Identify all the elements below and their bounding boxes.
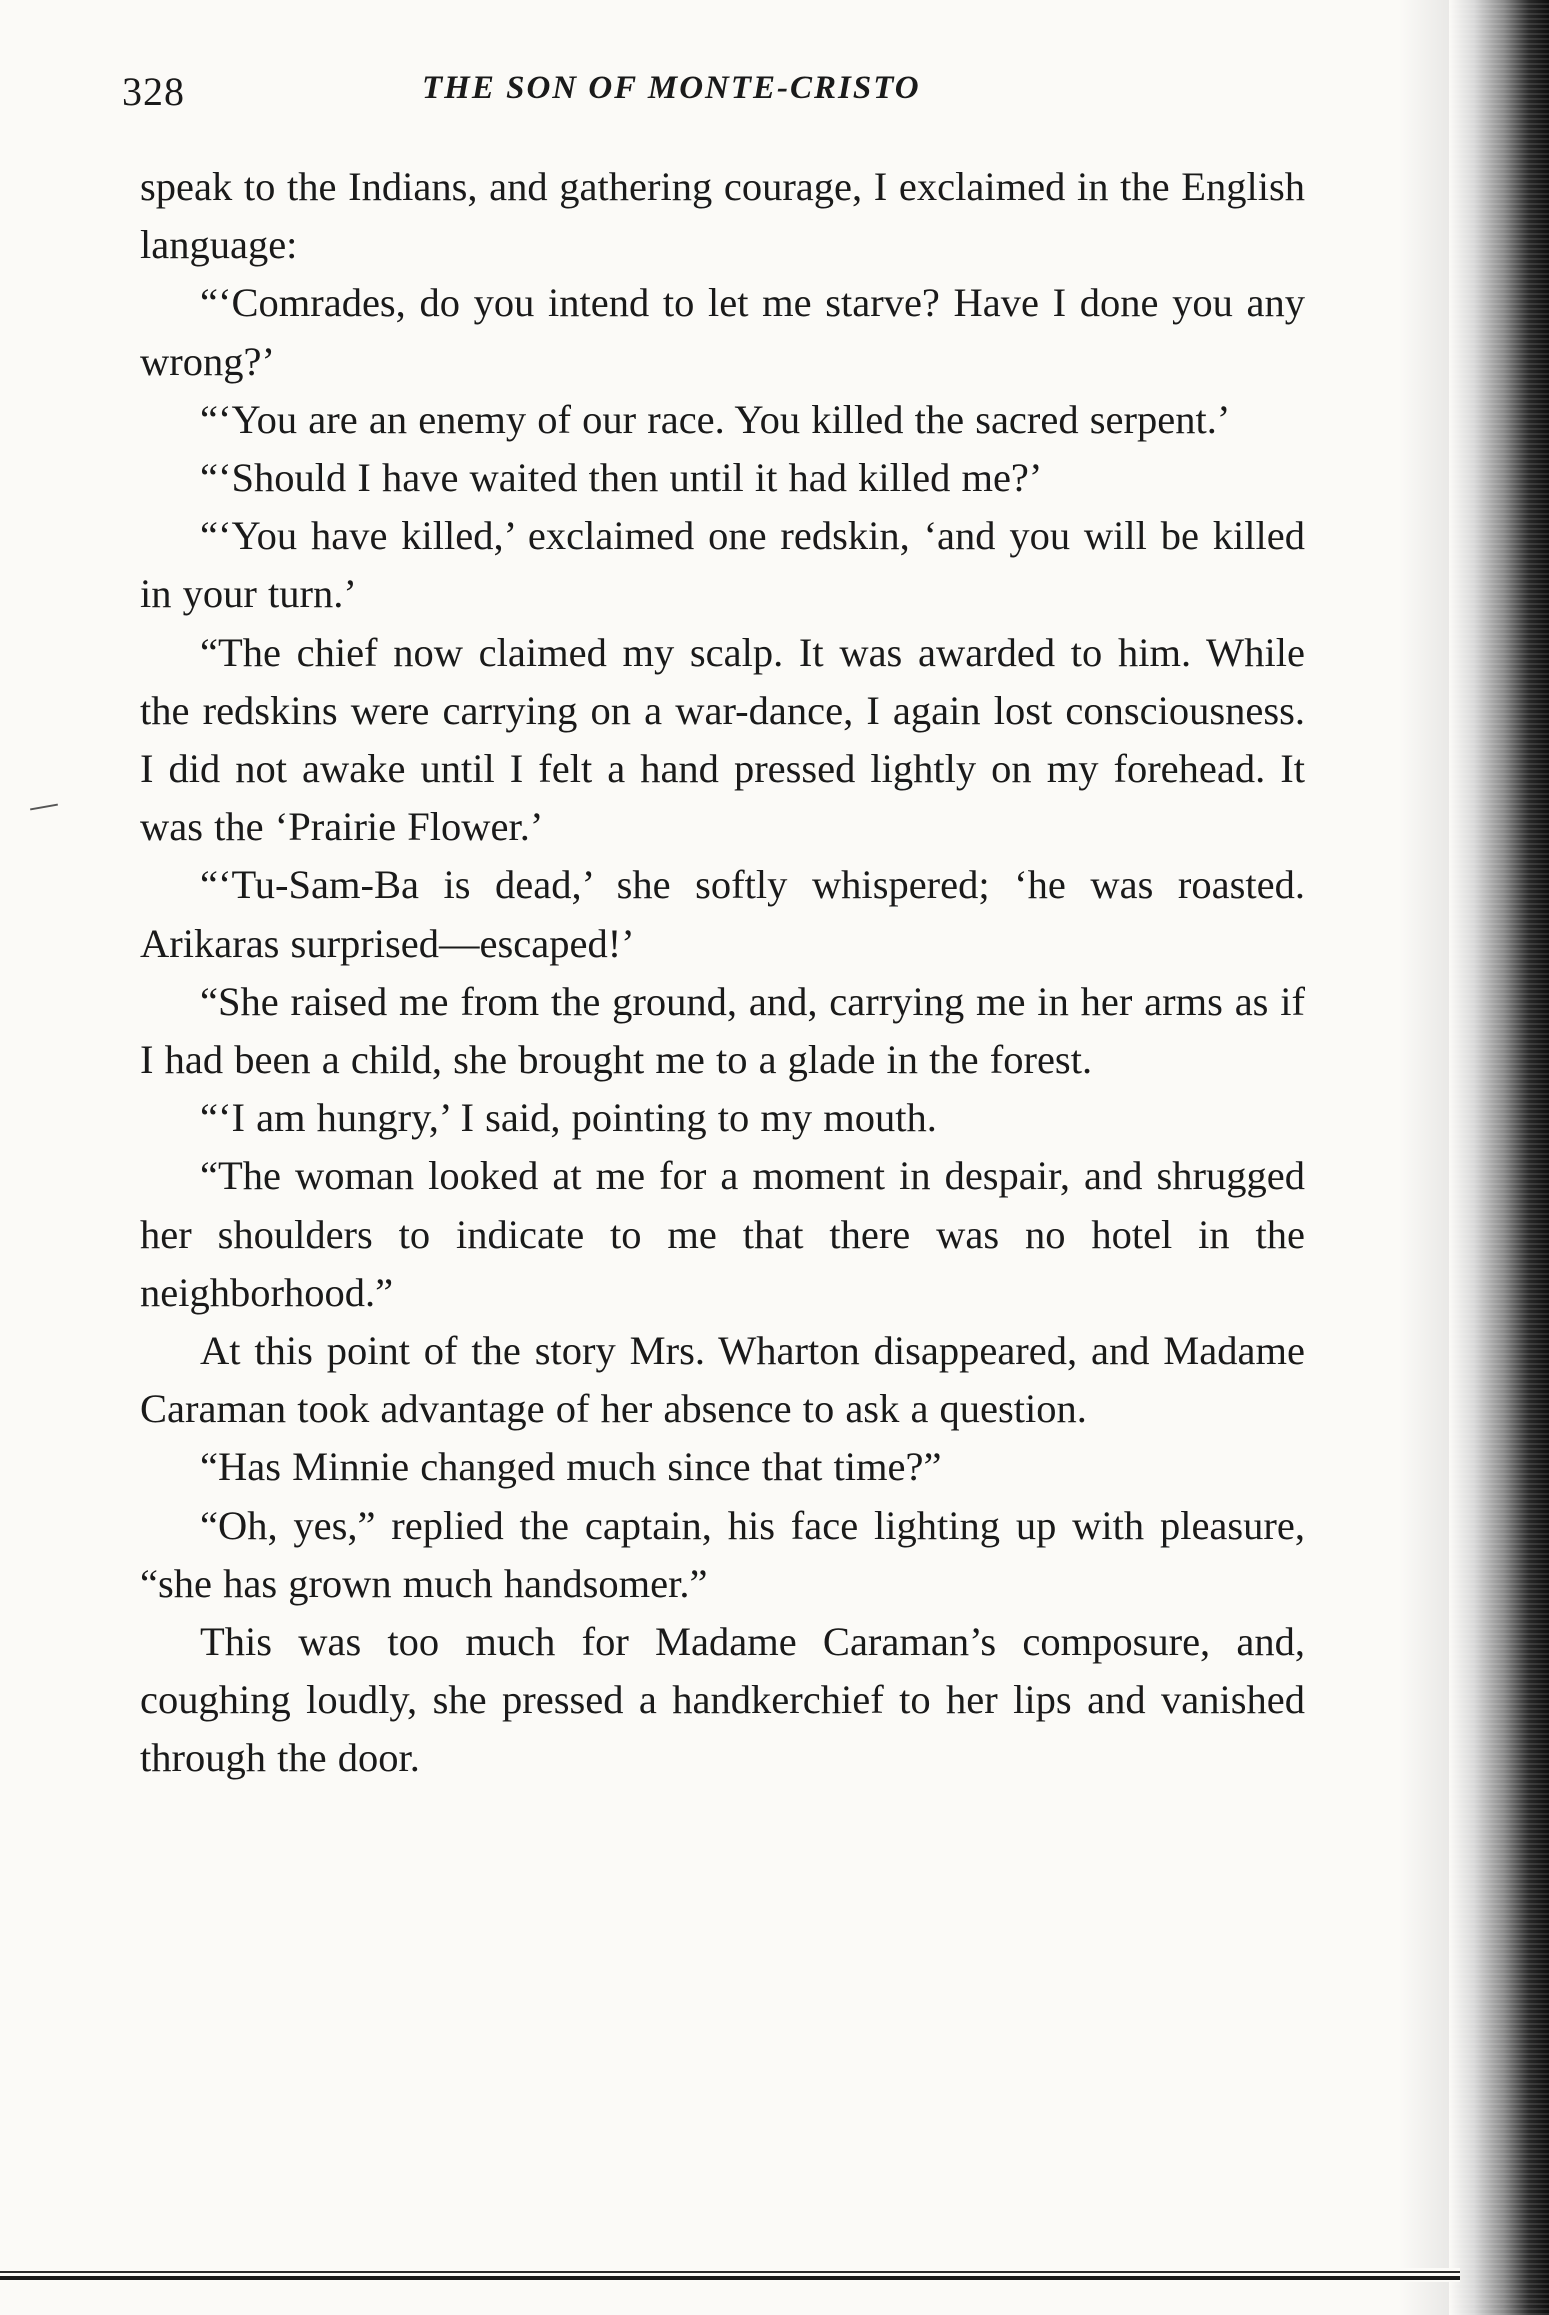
paragraph: This was too much for Madame Caraman’s composure, and, coughing loudly, she pressed a handkerchief to her lips and vanished through the door. [140, 1619, 1305, 1781]
paragraph: “‘I am hungry,’ I said, pointing to my mouth. [200, 1095, 937, 1141]
margin-mark [30, 804, 58, 811]
paragraph: speak to the Indians, and gathering courage, I exclaimed in the English language: [140, 164, 1305, 268]
paragraph: “‘Comrades, do you intend to let me starve? Have I done you any wrong?’ [140, 280, 1305, 384]
page-number: 328 [122, 69, 185, 114]
paragraph: “‘Should I have waited then until it had killed me?’ [200, 455, 1043, 501]
paragraph: “Oh, yes,” replied the captain, his face lighting up with pleasure, “she has grown much handsomer.” [140, 1502, 1305, 1606]
paragraph: “‘Tu-Sam-Ba is dead,’ she softly whispered; ‘he was roasted. Arikaras surprised—escaped!’ [140, 862, 1305, 966]
body-text [140, 158, 1305, 1788]
paragraph: At this point of the story Mrs. Wharton disappeared, and Madame Caraman took advantage of her absence to ask a question. [140, 1328, 1305, 1432]
running-title: THE SON OF MONTE-CRISTO [422, 70, 921, 106]
page-header [122, 68, 1282, 128]
paragraph: “The woman looked at me for a moment in despair, and shrugged her shoulders to indicate to me that there was no hotel in the neighborhood.” [140, 1153, 1305, 1315]
paragraph: “‘You have killed,’ exclaimed one redskin, ‘and you will be killed in your turn.’ [140, 513, 1305, 617]
paragraph: “‘You are an enemy of our race. You killed the sacred serpent.’ [200, 396, 1231, 442]
paragraph: “The chief now claimed my scalp. It was awarded to him. While the redskins were carrying on a war-dance, I again lost consciousness. I did not awake until I felt a hand pressed lightly on my forehead. It was the ‘Prairie Flower.’ [140, 629, 1305, 850]
paragraph: “She raised me from the ground, and, carrying me in her arms as if I had been a child, she brought me to a glade in the forest. [140, 978, 1305, 1083]
binding-shadow [1399, 0, 1449, 2315]
paragraph: “Has Minnie changed much since that time?” [200, 1444, 942, 1490]
bottom-rule [0, 2268, 1460, 2282]
binding-edge [1449, 0, 1549, 2315]
